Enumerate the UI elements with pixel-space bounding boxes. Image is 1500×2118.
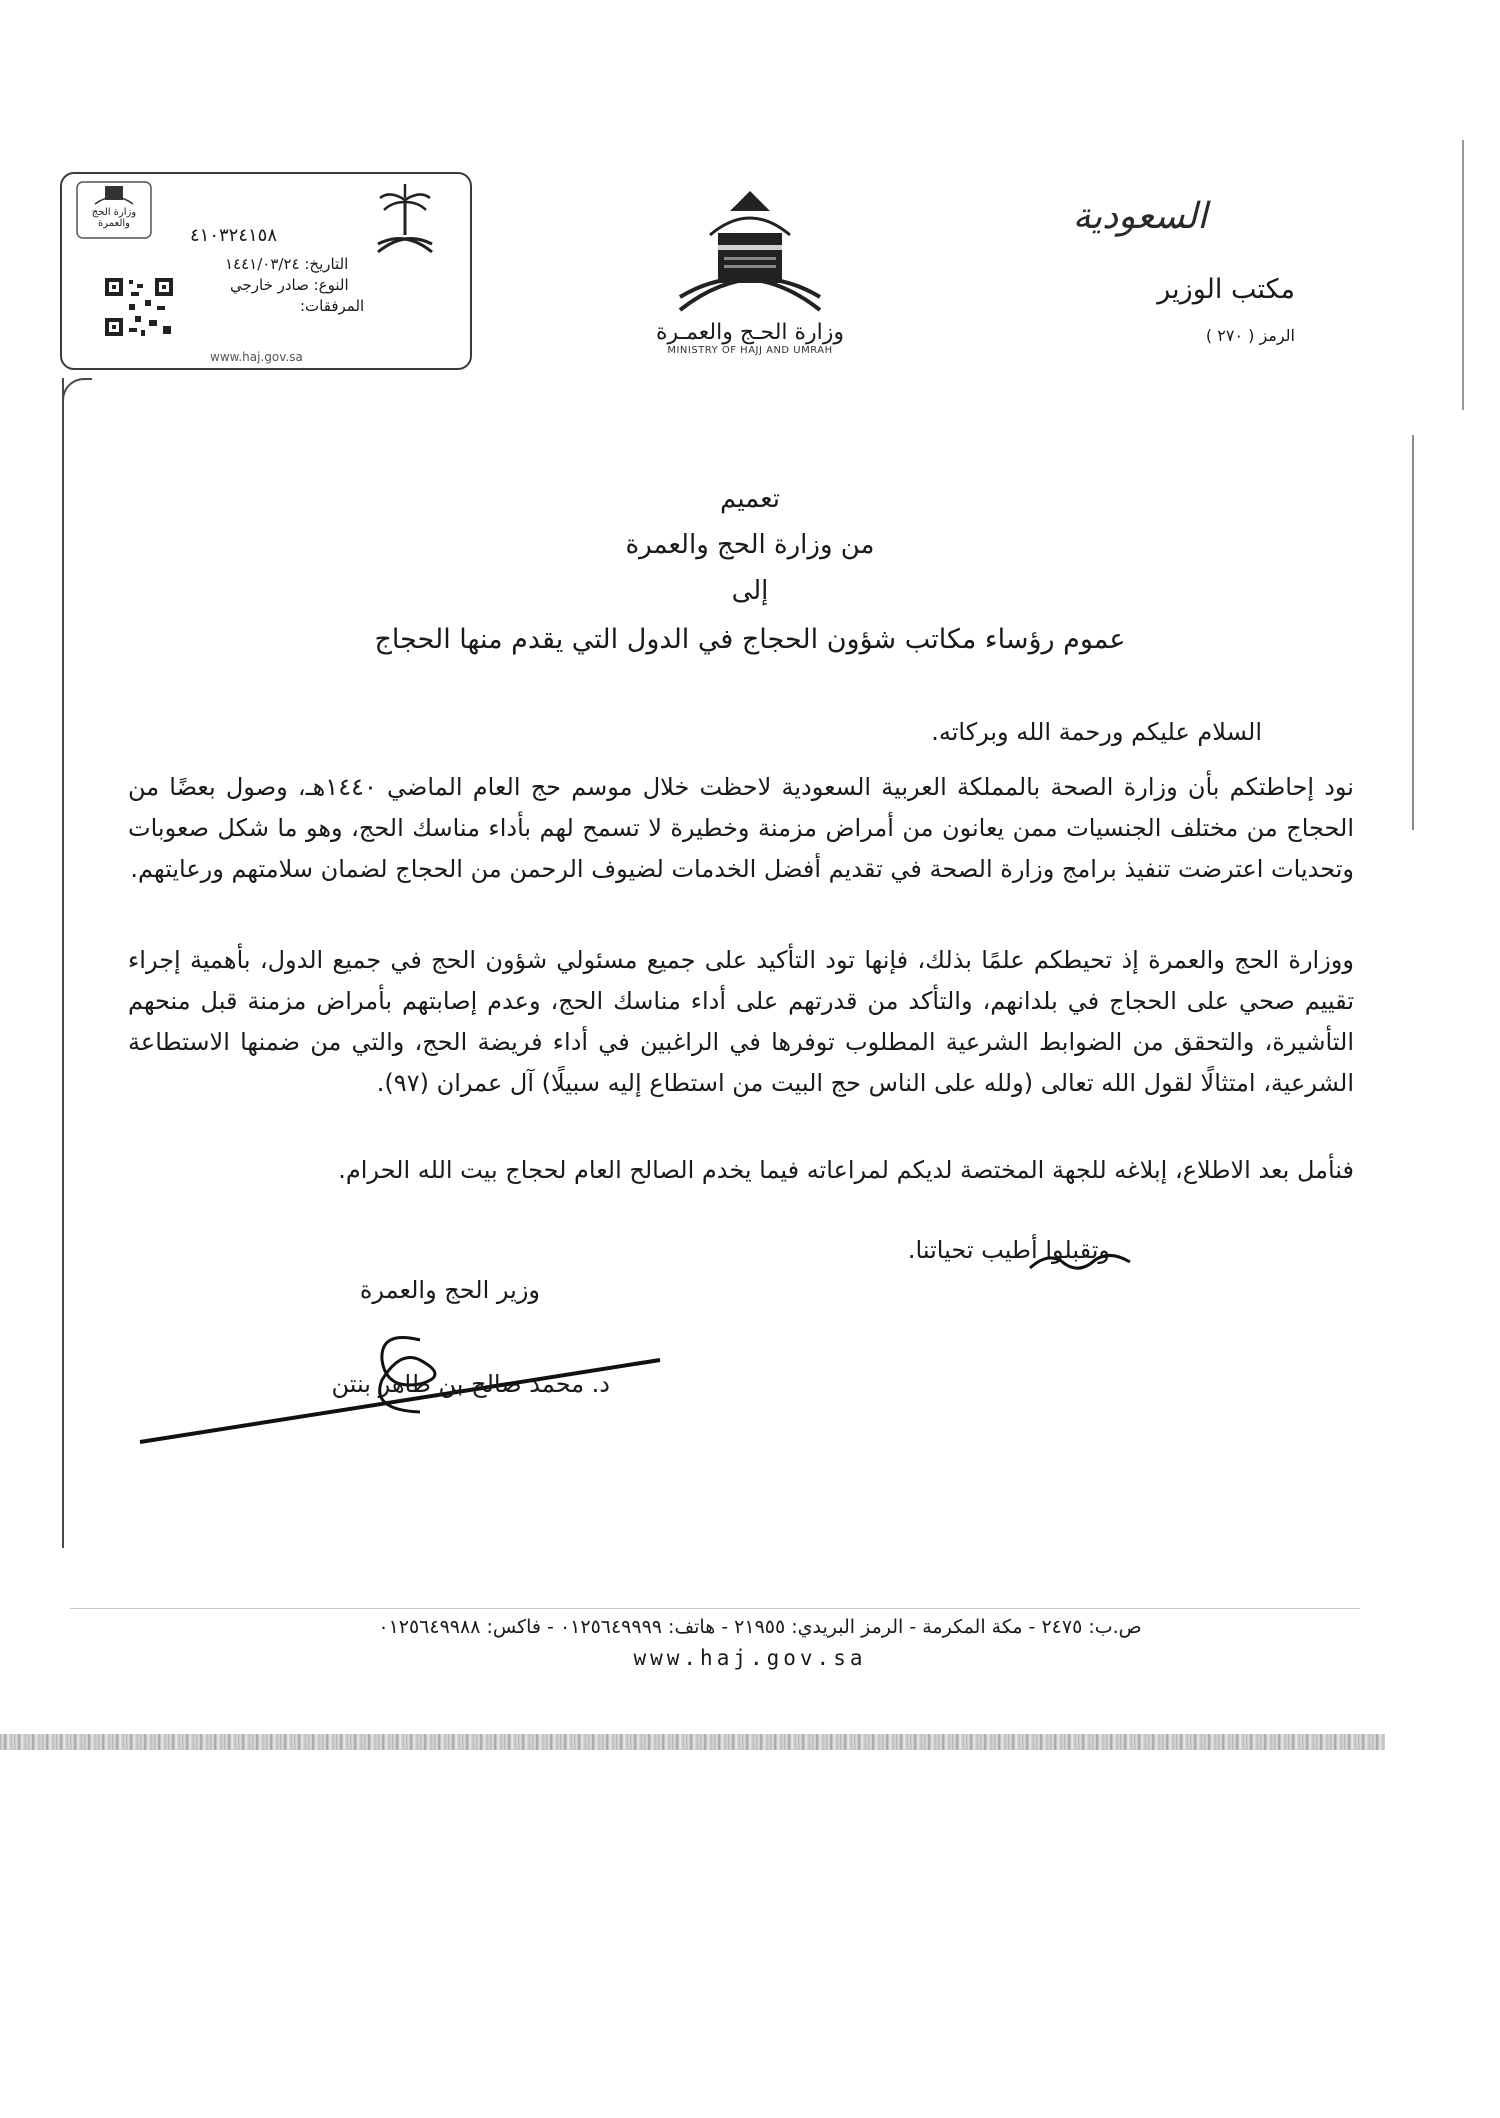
registration-date: التاريخ: ١٤٤١/٠٣/٢٤ [225, 255, 349, 273]
minister-office-label: مكتب الوزير [1157, 274, 1295, 305]
registration-number: ٤١٠٣٢٤١٥٨ [190, 225, 278, 246]
letter-frame-left-border [62, 378, 64, 1548]
body-paragraph-1: نود إحاطتكم بأن وزارة الصحة بالمملكة العربية السعودية لاحظت خلال موسم حج العام الماضي ١٤٤٠هـ، وصول بعضًا من الحجاج من مختلف الجنسيات ممن يعانون من أمراض مزمنة وخطيرة لا تسمح لهم بأداء مناسك الحج، وهو ما شكل صعوبات وتحديات اعترضت تنفيذ برامج وزارة الصحة في تقديم أفضل الخدمات لضيوف الرحمن من الحجاج لضمان سلامتهم ورعايتهم. [128, 773, 1354, 883]
registration-type: النوع: صادر خارجي [230, 276, 349, 294]
greeting: السلام عليكم ورحمة الله وبركاته. [931, 718, 1262, 746]
ministry-name-arabic: وزارة الحـج والعمـرة [655, 320, 845, 345]
reference-code: الرمز ( ٢٧٠ ) [1205, 326, 1295, 345]
scan-noise-band [0, 1734, 1385, 1750]
body-paragraph-2: ووزارة الحج والعمرة إذ تحيطكم علمًا بذلك، فإنها تود التأكيد على جميع مسئولي شؤون الحج في جميع الدول، بأهمية إجراء تقييم صحي على الحجاج في بلدانهم، والتأكد من قدرتهم على أداء مناسك الحج، وعدم إصابتهم بأمراض مزمنة قبل منحهم التأشيرة، والتحقق من الضوابط الشرعية المطلوب توفرها في الراغبين في أداء فريضة الحج، والتي من ضمنها الاستطاعة الشرعية، امتثالًا لقول الله تعالى (ولله على الناس حج البيت من استطاع إليه سبيلًا) آل عمران (٩٧). [128, 946, 1354, 1097]
letter-frame-corner [62, 378, 92, 408]
closing-remark: وتقبلوا أطيب تحياتنا. [907, 1236, 1110, 1264]
country-calligraphy: السعودية [1072, 196, 1208, 237]
qr-code-icon [105, 278, 175, 338]
stamp-website: www.haj.gov.sa [210, 350, 303, 364]
footer-divider [70, 1608, 1360, 1609]
signatory-title: وزير الحج والعمرة [359, 1276, 540, 1304]
circular-recipient: عموم رؤساء مكاتب شؤون الحجاج في الدول التي يقدم منها الحجاج [374, 624, 1126, 655]
registration-attachments: المرفقات: [300, 297, 365, 315]
circular-to: إلى [731, 576, 769, 606]
scan-edge-mark [1412, 435, 1414, 830]
body-paragraph-3: فنأمل بعد الاطلاع، إبلاغه للجهة المختصة لديكم لمراعاته فيما يخدم الصالح العام لحجاج بيت الله الحرام. [338, 1156, 1354, 1184]
footer-contact-info: ص.ب: ٢٤٧٥ - مكة المكرمة - الرمز البريدي: ٢١٩٥٥ - هاتف: ٠١٢٥٦٤٩٩٩٩ - فاكس: ٠١٢٥٦٤٩٩٨٨ [378, 1616, 1142, 1638]
footer-website: www.haj.gov.sa [633, 1646, 867, 1670]
ministry-name-english: MINISTRY OF HAJJ AND UMRAH [667, 345, 833, 356]
circular-title: تعميم [720, 484, 780, 514]
ministry-kaaba-logo-icon [660, 185, 840, 325]
initials-mark [1025, 1240, 1135, 1280]
palm-swords-emblem-icon [370, 180, 440, 260]
stamp-ministry-text: وزارة الحج والعمرة [91, 207, 137, 229]
signatory-name: د. محمد صالح بن طاهر بنتن [331, 1370, 610, 1398]
circular-from: من وزارة الحج والعمرة [625, 530, 875, 560]
scan-edge-mark-top [1462, 140, 1464, 410]
